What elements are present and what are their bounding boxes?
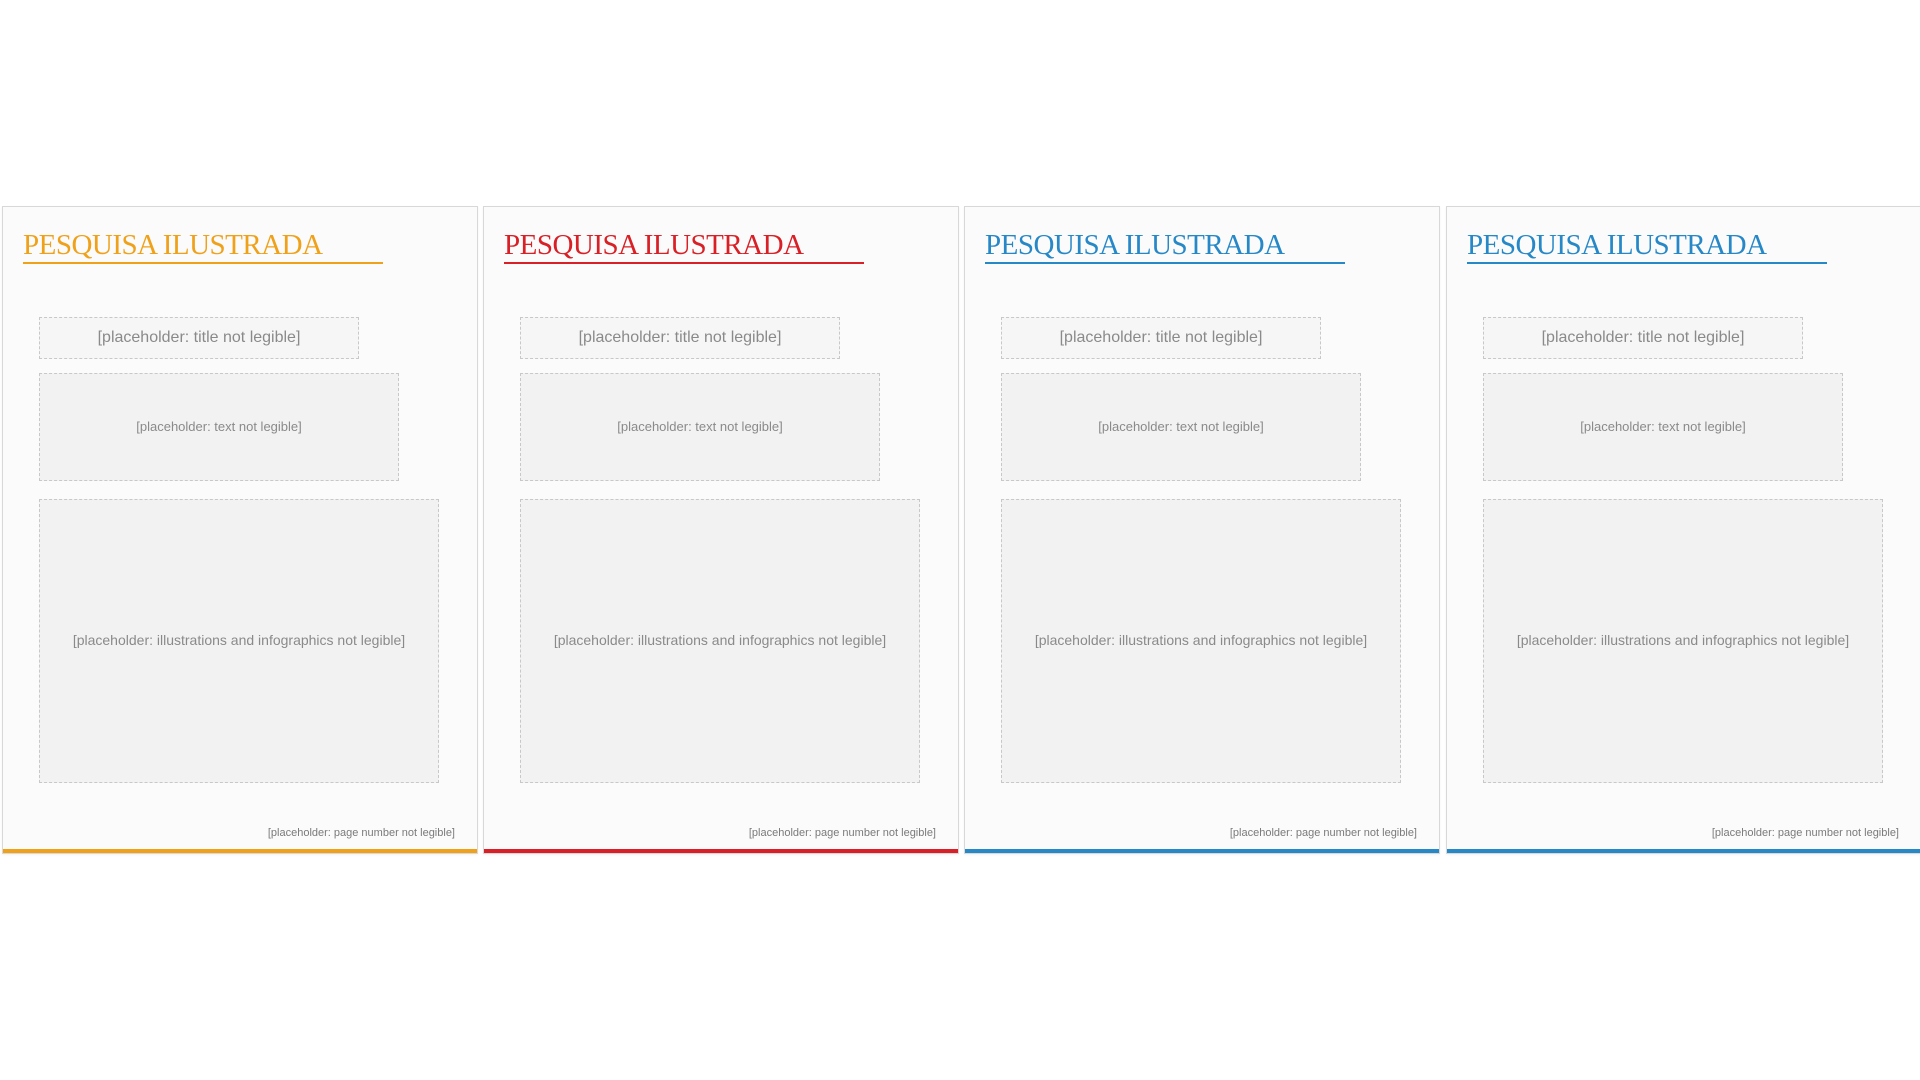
section-masthead [23,231,383,269]
section-masthead-title: PESQUISA ILUSTRADA [1467,229,1767,261]
infographic-placeholder: [placeholder: illustrations and infographics not legible] [1483,499,1883,783]
infographic-placeholder: [placeholder: illustrations and infographics not legible] [1001,499,1401,783]
section-masthead-title: PESQUISA ILUSTRADA [504,229,804,261]
page-accent-bar [484,849,958,853]
magazine-page-1 [2,206,478,854]
section-masthead-title: PESQUISA ILUSTRADA [23,229,323,261]
section-masthead-rule [985,262,1345,264]
page-accent-bar [3,849,477,853]
section-masthead [1467,231,1827,269]
page-accent-bar [1447,849,1920,853]
section-masthead [504,231,864,269]
article-title-placeholder: [placeholder: title not legible] [1001,317,1321,359]
page-number-placeholder: [placeholder: page number not legible] [1229,827,1417,839]
section-masthead-rule [23,262,383,264]
infographic-placeholder: [placeholder: illustrations and infographics not legible] [39,499,439,783]
section-masthead-rule [504,262,864,264]
page-number-placeholder: [placeholder: page number not legible] [267,827,455,839]
article-title-placeholder: [placeholder: title not legible] [520,317,840,359]
section-masthead [985,231,1345,269]
section-masthead-rule [1467,262,1827,264]
page-number-placeholder: [placeholder: page number not legible] [1711,827,1899,839]
article-title-placeholder: [placeholder: title not legible] [1483,317,1803,359]
article-body-placeholder: [placeholder: text not legible] [1001,373,1361,481]
page-number-placeholder: [placeholder: page number not legible] [748,827,936,839]
article-body-placeholder: [placeholder: text not legible] [39,373,399,481]
article-body-placeholder: [placeholder: text not legible] [520,373,880,481]
infographic-placeholder: [placeholder: illustrations and infographics not legible] [520,499,920,783]
article-body-placeholder: [placeholder: text not legible] [1483,373,1843,481]
magazine-page-2 [483,206,959,854]
article-title-placeholder: [placeholder: title not legible] [39,317,359,359]
section-masthead-title: PESQUISA ILUSTRADA [985,229,1285,261]
page-accent-bar [965,849,1439,853]
magazine-page-3 [964,206,1440,854]
magazine-page-4 [1446,206,1920,854]
